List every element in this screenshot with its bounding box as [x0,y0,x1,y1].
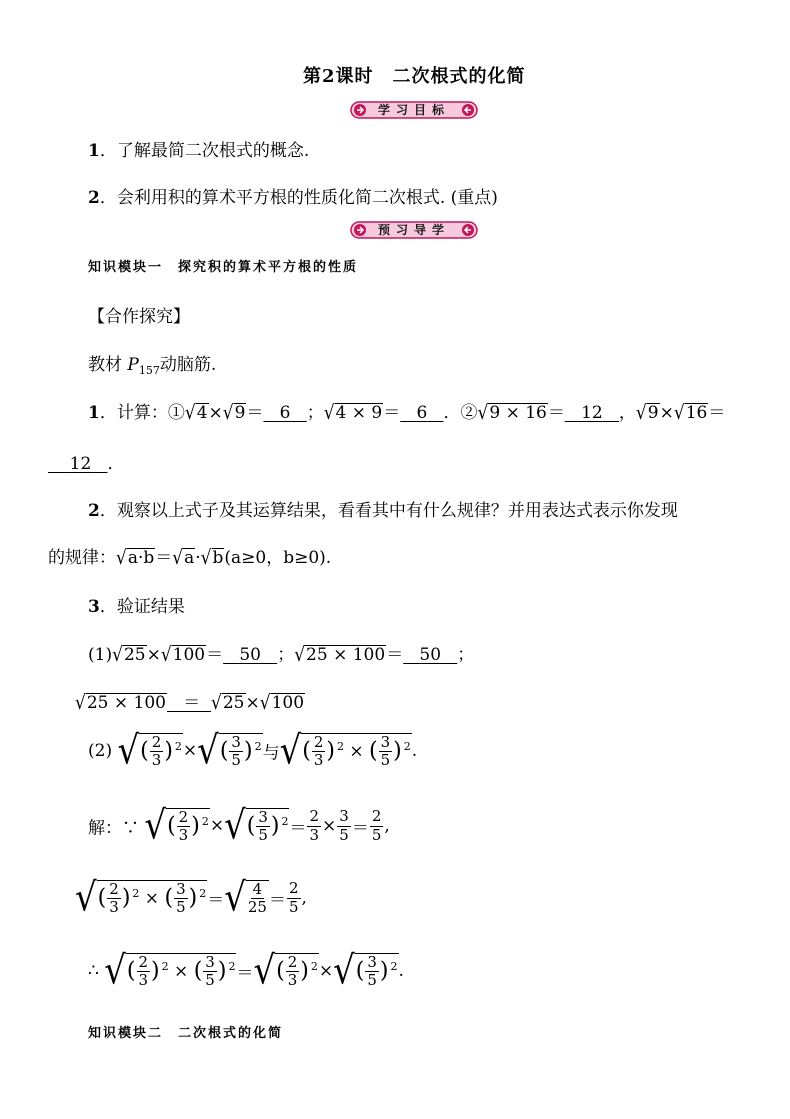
section-banner-preview [349,219,479,241]
answer-blank[interactable]: 12 [581,403,603,423]
goal-number: 2 [88,188,100,208]
question-3-part-2: (2) √( $\frac{2}{3}$ ) $^2$×√( $\frac{3}{5}$ ) $^2$与√( $\frac{2}{3}$ ) $^2$ × ( $\frac{3}{5}$ ) $^2$. [88,728,418,774]
page-title: 第2课时 二次根式的化简 [303,66,526,87]
question-1: 1．计算：①√4×√9＝ 6 ；√4 × 9＝ 6 ．②√9 × 16＝ 12 ，√9×√16＝ [88,401,726,425]
answer-blank[interactable]: ＝ [166,693,212,713]
goal-text: 会利用积的算术平方根的性质化简二次根式. (重点) [116,188,498,208]
banner-label: 学习目标 [377,103,450,117]
answer-blank[interactable]: 50 [239,645,261,665]
banner-label: 预习导学 [377,223,450,237]
goal-number: 1 [88,141,100,161]
coop-heading: 【合作探究】 [88,307,190,327]
solution-line-1: 解：∵ √( $\frac{2}{3}$ ) $^2$×√( $\frac{3}{5}$ ) $^2$＝ $\frac{2}{3}$ × $\frac{3}{5}$ ＝ $\frac{2}{5}$ , [88,803,390,849]
answer-blank[interactable]: 50 [419,645,442,665]
goal-text: 了解最简二次根式的概念. [116,141,310,161]
section-banner-goals [349,99,479,121]
answer-blank[interactable]: 12 [69,454,92,474]
solution-line-3: ∴ √( $\frac{2}{3}$ ) $^2$ × ( $\frac{3}{5}$ ) $^2$＝√( $\frac{2}{3}$ ) $^2$×√( $\frac{3}{5}$ ) $^2$. [88,948,404,994]
answer-blank[interactable]: 6 [416,403,428,423]
module-heading-1: 知识模块一 探究积的算术平方根的性质 [88,260,359,275]
question-3-part-1-result: √25 × 100 ＝ √25×√100 [75,688,305,713]
question-3-part-1: (1)√25×√100＝ 50 ；√25 × 100＝ 50 ； [88,643,475,667]
goal-item-1: 1．了解最简二次根式的概念. [88,141,310,161]
solution-line-2: √( $\frac{2}{3}$ ) $^2$ × ( $\frac{3}{5}$ ) $^2$＝√ $\frac{4}{25}$ ＝ $\frac{2}{5}$ , [75,875,307,921]
textbook-ref: 教材 $P_{157}$动脑筋. [88,355,217,377]
question-2: 2．观察以上式子及其运算结果，看看其中有什么规律？并用表达式表示你发现 [88,501,678,521]
goal-item-2: 2．会利用积的算术平方根的性质化简二次根式. (重点) [88,188,498,208]
module-heading-2: 知识模块二 二次根式的化简 [88,1026,284,1041]
question-3: 3．验证结果 [88,597,185,617]
answer-blank[interactable]: 6 [279,403,291,423]
question-1-cont: 12 ． [48,449,124,474]
question-2-cont: 的规律：√a·b＝√a·√b(a≥0，b≥0). [48,546,332,570]
